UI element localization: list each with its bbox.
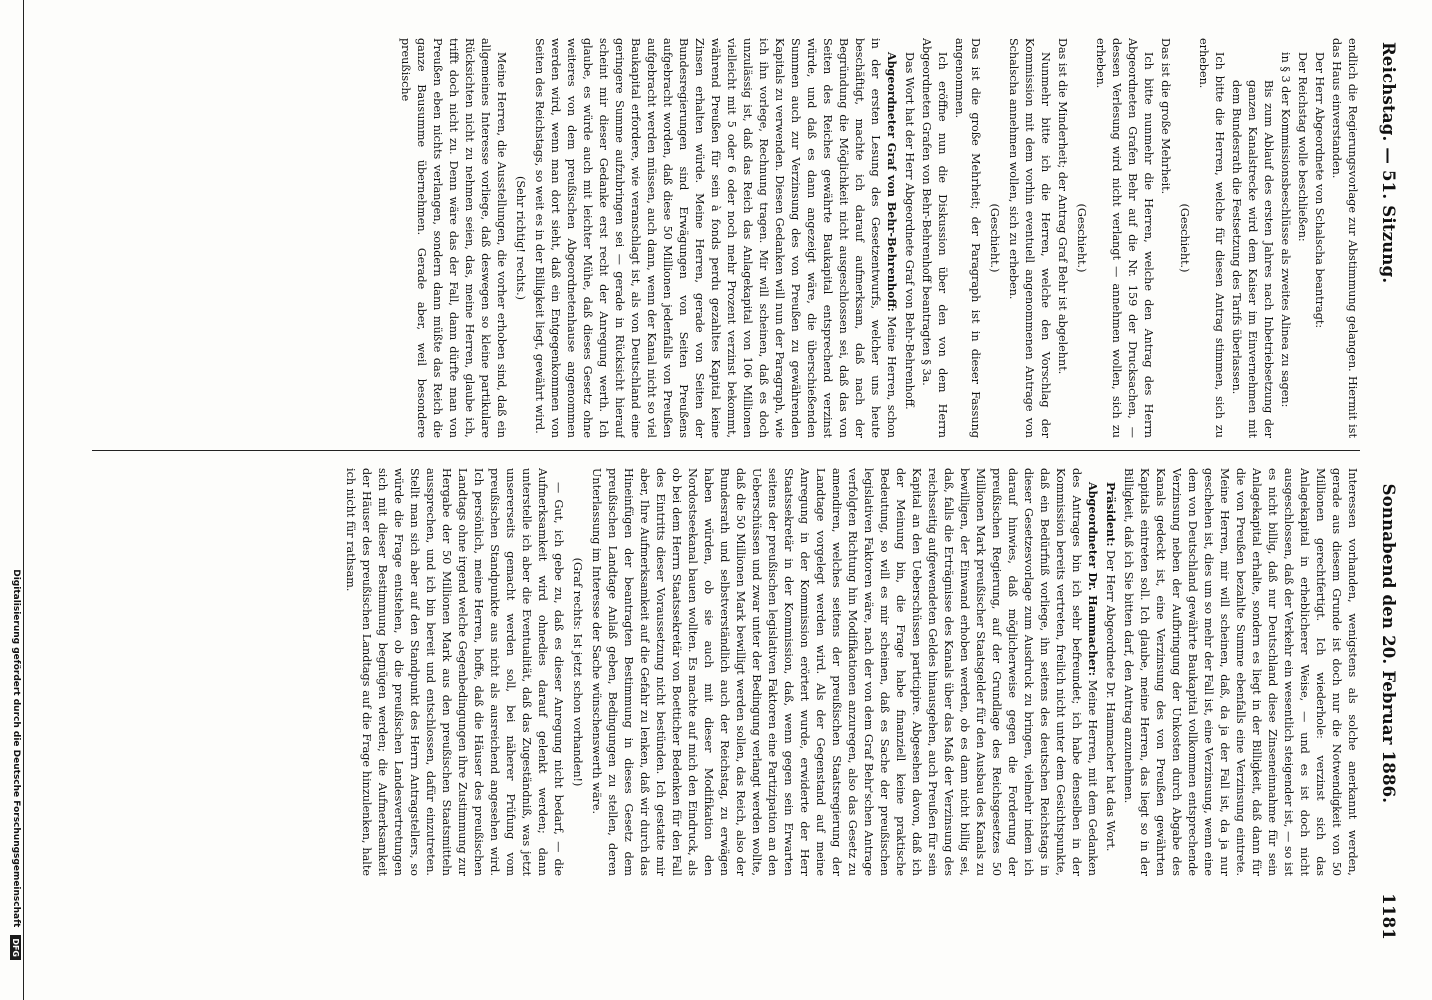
paragraph: Ich bitte nunmehr die Herren, welche den Antrag des Herrn Abgeordneten Grafen Behr auf die Nr. 159 der Drucksachen, — dessen Verlesung wird nicht verlangt — annehmen wollen, sich zu erheben. [1094,38,1155,438]
speech-text: Der Herr Abgeordnete Dr. Hammacher hat das Wort. [1104,546,1117,852]
paragraph [588,468,1101,876]
paragraph: Interessen vorhanden, wenigstens als solche anerkannt werden, gerade aus diesem Grunde ist doch nur die Notwendigkeit von 50 Millionen gerechtfertigt. Ich wiederhole: verzinst sich das Anlagekapital in erheblicherer Weise, — und es ist doch nicht ausgeschlossen, daß der Verkehr ein wesentlich steigender ist, — so ist es nicht billig, daß nur Deutschland diese Zinseneinnahme für sein Anlagekapital erhalte, sondern es liegt in der Billigkeit, daß dann für die von Preußen bezahlte Summe ebenfalls eine Verzinsung eintrete. Meine Herren, mir will scheinen, daß, da ja der Fall ist, da ja nur geschehen ist, dies um so mehr der Fall ist, eine Verzinsung, wenn eine dem von Deutschland gewährte Baukapital vollkommen entsprechende Verzinsung neben der Aufbringung der Unkosten durch Abgabe des Kanals gedeckt ist, eine Verzinsung des von Preußen gewährten Kapitals eintreten soll. Ich glaube, meine Herren, das liegt so in der Billigkeit, daß ich Sie bitten darf, den Antrag anzunehmen. [1122,468,1359,876]
paragraph: Das ist die Minderheit; der Antrag Graf Behr ist abgelehnt. [1056,38,1069,375]
header-session: Reichstag. — 51. Sitzung. [1379,42,1398,284]
left-text-column [80,38,1360,438]
page-header [1372,42,1398,940]
paragraph: Der Herr Abgeordnete von Schalscha beantragt: [1313,52,1326,329]
speaker-name: Abgeordneter Dr. Hammacher: [1086,482,1100,676]
speaker-name: Abgeordneter Graf von Behr-Behrenhoff: [885,52,899,312]
paragraph: Das ist die große Mehrheit. [1159,38,1172,195]
paragraph: Meine Herren, die Ausstellungen, die vorher erhoben sind, daß ein allgemeines Interesse vorliege, daß deswegen so kleine partikulare Rücksichten nicht zu nehmen seien, das, meine Herren, glaube ich, trifft doch nicht zu. Denn wäre das der Fall, dann dürfte man von Preußen eben nichts verlangen, sondern dann müßte das Reich die ganze Bausumme übernehmen. Gerade aber, weil besondere preußische [399,38,508,438]
paragraph: Ich bitte die Herren, welche für diesen Antrag stimmen, sich zu erheben. [1197,38,1226,438]
speech-text: Meine Herren, schon in der ersten Lesung des Gesetzentwurfs, welcher uns heute beschäftigt, machte ich darauf aufmerksam, daß nach der Begründung die Möglichkeit nicht ausgeschlossen sei, daß das von Seiten des Reiches gewährte Baukapital entsprechend verzinst würde, und daß es dann angezeigt wäre, die überschießenden Summen auch zur Verzinsung des von Preußen zu gewährenden Kapitals zu verwenden. Diesen Gedanken will nun der Paragraph, wie ich ihn vorlege, Rechnung tragen. Mir will scheinen, daß es doch unzulässig ist, daß das Reich das Anlagekapital von 106 Millionen vielleicht mit 5 oder 6 oder noch mehr Prozent verzinst bekommt, während Preußen für sein à fonds perdu gezahltes Kapital keine Zinsen erhalten würde. Meine Herren, gerade von Seiten der Bundesregierungen sind Erwägungen von Seiten Preußens aufgebracht worden, daß diese 50 Millionen jedenfalls von Preußen aufgebracht werden müssen, auch dann, wenn der Kanal nicht so viel Baukapital erfordere, wie veranschlagt ist, als von Deutschland eine geringere Summe aufzubringen sei — gerade in Rücksicht hierauf scheint mir dieser Gedanke erst recht der Anregung werth. Ich glaube, es würde auch mit leichter Mühe, daß dieses Gesetz ohne weiteres von dem preußischen Abgeordnetenhause angenommen werden wird, wenn man dort sieht, daß ein Entgegenkommen von Seiten des Reichstags, so weit es in der Billigkeit liegt, gewährt wird. [533,38,898,438]
paragraph: Nunmehr bitte ich die Herren, welche den Vorschlag der Kommission mit dem vorhin eventuell angenommenen Antrage von Schalscha annehmen wollen, sich zu erheben. [1007,38,1052,438]
page-number: 1181 [1379,893,1398,940]
dfg-logo: DFG [11,935,22,960]
page-footer [9,0,24,1000]
paragraph: Das ist die große Mehrheit; der Paragraph ist in dieser Fassung angenommen. [953,38,982,438]
paragraph: Der Reichstag wolle beschließen: [1296,52,1309,242]
speaker-name: Präsident: [1104,482,1118,547]
paragraph: Bis zum Ablauf des ersten Jahres nach Inbetriebsetzung der ganzen Kanalstrecke wird dem Kaiser im Einvernehmen mit dem Bundesrath die Festsetzung des Tarifs überlassen. [1230,80,1275,438]
header-date: Sonnabend den 20. Februar 1886. [1379,483,1398,804]
speech-text: Meine Herren, mit dem Gedanken des Antrages bin ich sehr befreundet; ich habe denselben in der Kommission bereits vertreten, freilich nicht unter dem Gesichtspunkte, daß ein Bedürfniß vorliege, ihn seitens des deutschen Reichstags in dieser Gesetzesvorlage zum Ausdruck zu bringen, vielmehr indem ich darauf hinwies, daß möglicherweise gegen die Forderung der preußischen Regierung, auf der Grundlage des Reichsgesetzes 50 Millionen Mark preußischer Staatsgelder für den Ausbau des Kanals zu bewilligen, der Einwand erhoben werden, ob es dann nicht billig sei, daß, falls die Erträgnisse des Kanals über das Maß der Verzinsung des reichsseitig aufgewendeten Geldes hinausgehen, auch Preußen für sein Kapital an den Ueberschüssen participire. Abgesehen davon, daß ich der Meinung bin, die Frage habe finanziell keine praktische Bedeutung, so will es mir scheinen, daß es Sache der preußischen legislativen Faktoren wäre, nach der von dem Graf Behr'schen Antrage verfolgten Richtung hin Modifikationen anzuregen, also das Gesetz zu amendiren, welches seitens der preußischen Staatsregierung der Landtage vorgelegt werden wird. Als der Gegenstand auf meine Anregung in der Kommission erörtert wurde, erwiderte der Herr Staatssekretär in der Kommission, daß, wenn gegen sein Erwarten seitens der preußischen legislativen Faktoren eine Partizipation an den Ueberschüssen und zwar unter der Bedingung verlangt werden wollte, daß die 50 Millionen Mark bewilligt werden sollen, das Reich, also der Bundesrath und selbstverständlich auch der Reichstag, zu erwägen haben würden, ob sie auch mit dieser Modifikation den Nordostseekanal bauen wollten. Es machte auf mich den Eindruck, als ob bei dem Herrn Staatssekretär von Boetticher Bedenken für den Fall des Eintritts dieser Voraussetzung nicht bestünden. Ich gestatte mir aber, Ihre Aufmerksamkeit auf die Gefahr zu lenken, daß wir durch das Hineinfügen der beantragten Bestimmung in dieses Gesetz dem preußischen Landtage Anlaß geben, Bedingungen zu stellen, deren Unterlassung im Interesse der Sache wünschenswerth wäre. [590,468,1099,876]
interjection: (Graf rechts: Ist jetzt schon vorhanden!) [571,557,584,787]
paragraph [531,38,900,438]
paragraph: Ich eröffne nun die Diskussion über den von dem Herrn Abgeordneten Grafen von Behr-Behrenhoff beantragten § 3a. [920,38,949,438]
interjection: (Geschieht.) [1178,203,1191,273]
interjection: (Geschieht.) [988,203,1001,273]
paragraph: Das Wort hat der Herr Abgeordnete Graf von Behr-Behrenhoff. [903,52,916,410]
column-divider [92,450,1360,451]
paragraph: endlich die Regierungsvorlage zur Abstimmung gelangen. Hiermit ist das Haus einverstanden. [1330,38,1359,438]
paragraph: — Gut, ich gebe zu, daß es dieser Anregung nicht bedarf, — die Aufmerksamkeit wird ohnedies darauf gelenkt werden; dann unterstelle ich aber die Eventualität, daß das Zugeständniß, was jetzt unsererseits gemacht werden soll, bei näherer Prüfung vom preußischen Standpunkte aus nicht als ausreichend angesehen wird. Ich persönlich, meine Herren, hoffe, daß die Häuser des preußischen Landtags ohne irgend welche Gegenbedingungen ihre Zustimmung zur Hergabe der 50 Millionen Mark aus den preußischen Staatsmitteln aussprechen, und ich bin bereit und entschlossen, dafür einzutreten. Stellt man sich aber auf den Standpunkt des Herrn Antragstellers, so würde die Frage entstehen, ob die preußischen Landesvertretungen sich mit dieser Bestimmung begnügen werden; die Aufmerksamkeit der Häuser des preußischen Landtags auf die Frage hinzulenken, halte ich nicht für rathsam. [344,468,565,876]
paragraph: in § 3 der Kommissionsbeschlüsse als zweites Alinea zu sagen: [1279,52,1292,408]
right-text-column [80,468,1360,876]
paragraph [1102,468,1119,876]
interjection: (Sehr richtig! rechts.) [514,175,527,301]
digitization-credit: Digitalisierung gefördert durch die Deutsche Forschungsgemeinschaft [11,569,21,928]
interjection: (Geschieht.) [1075,203,1088,273]
